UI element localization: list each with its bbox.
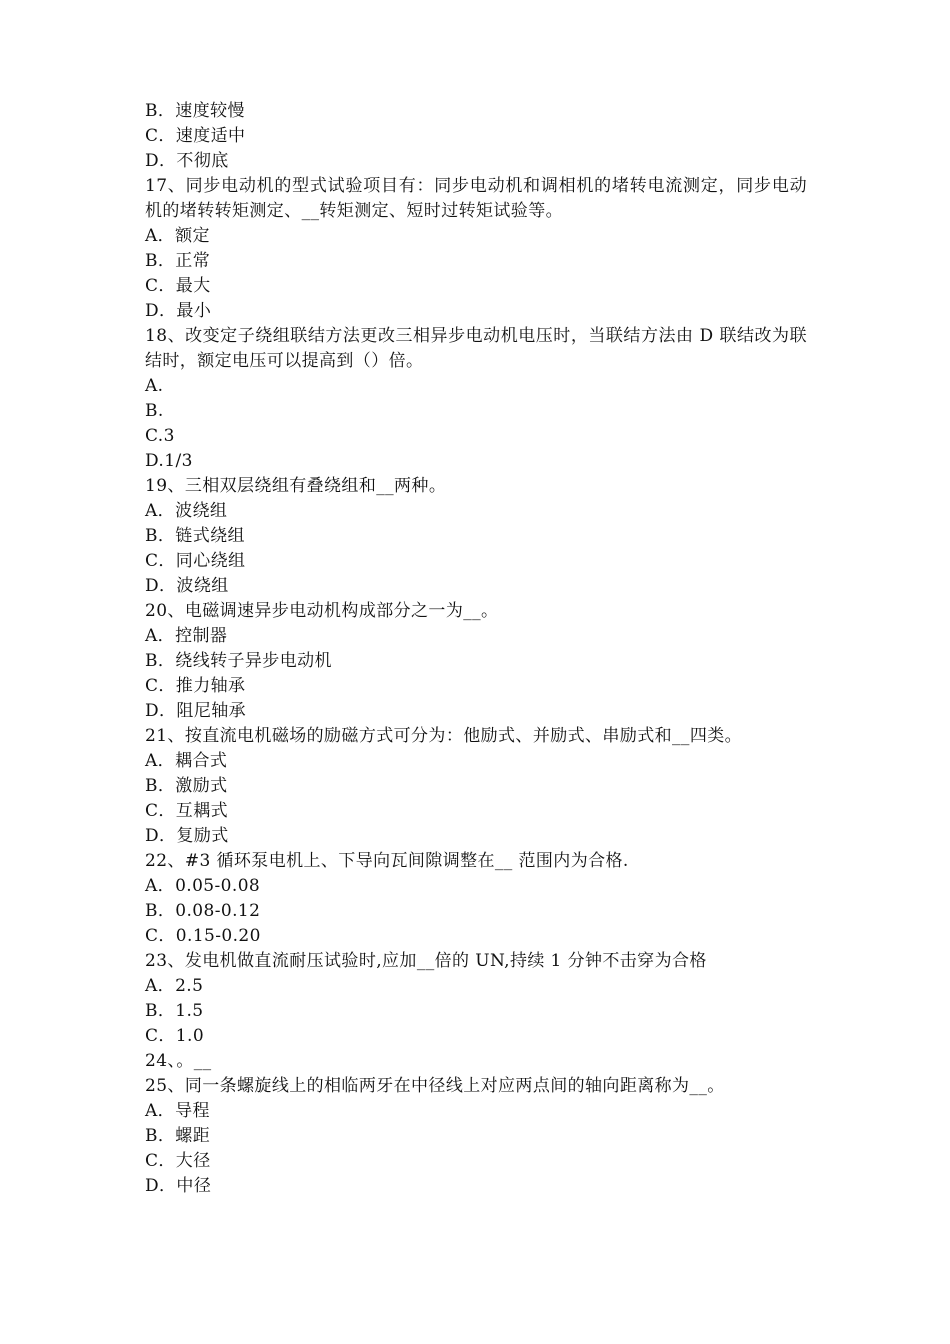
option-c: C．最大 bbox=[145, 276, 211, 296]
question-23 bbox=[145, 949, 807, 1049]
option-c: C.3 bbox=[145, 426, 175, 446]
option-a: A．2.5 bbox=[145, 976, 204, 996]
option-a: A．控制器 bbox=[145, 626, 228, 646]
question-18 bbox=[145, 324, 807, 474]
option-a: A．额定 bbox=[145, 226, 210, 246]
question-25 bbox=[145, 1074, 807, 1199]
option-d: D．中径 bbox=[145, 1176, 212, 1196]
option-d: D．复励式 bbox=[145, 826, 229, 846]
option-d: D.1/3 bbox=[145, 451, 193, 471]
option-d: D．波绕组 bbox=[145, 576, 229, 596]
option-a: A．0.05-0.08 bbox=[145, 876, 261, 896]
option-a: A．波绕组 bbox=[145, 501, 228, 521]
option-b: B．螺距 bbox=[145, 1126, 211, 1146]
question-stem: 20、电磁调速异步电动机构成部分之一为__。 bbox=[145, 601, 499, 621]
document-page bbox=[145, 99, 807, 1199]
question-20 bbox=[145, 599, 807, 724]
option-a: A. bbox=[145, 376, 164, 396]
option-b: B．正常 bbox=[145, 251, 211, 271]
question-16-tail bbox=[145, 99, 807, 174]
option-b: B. bbox=[145, 401, 164, 421]
option-d: D．最小 bbox=[145, 301, 212, 321]
question-24 bbox=[145, 1049, 807, 1074]
option-b: B．绕线转子异步电动机 bbox=[145, 651, 332, 671]
option-a: A．耦合式 bbox=[145, 751, 228, 771]
question-stem: 18、改变定子绕组联结方法更改三相异步电动机电压时，当联结方法由 D 联结改为联结时，额定电压可以提高到（）倍。 bbox=[145, 326, 807, 371]
option-b: B．链式绕组 bbox=[145, 526, 245, 546]
option-d: D．不彻底 bbox=[145, 151, 229, 171]
question-stem: 21、按直流电机磁场的励磁方式可分为：他励式、并励式、串励式和__四类。 bbox=[145, 726, 743, 746]
question-stem: 25、同一条螺旋线上的相临两牙在中径线上对应两点间的轴向距离称为__。 bbox=[145, 1076, 725, 1096]
option-c: C．0.15-0.20 bbox=[145, 926, 261, 946]
question-stem: 23、发电机做直流耐压试验时,应加__倍的 UN,持续 1 分钟不击穿为合格 bbox=[145, 951, 707, 971]
option-b: B．激励式 bbox=[145, 776, 228, 796]
option-b: B．速度较慢 bbox=[145, 101, 245, 121]
option-c: C．同心绕组 bbox=[145, 551, 246, 571]
option-a: A．导程 bbox=[145, 1101, 210, 1121]
option-c: C．速度适中 bbox=[145, 126, 246, 146]
question-stem: 17、同步电动机的型式试验项目有：同步电动机和调相机的堵转电流测定，同步电动机的堵转转矩测定、__转矩测定、短时过转矩试验等。 bbox=[145, 176, 807, 221]
question-17 bbox=[145, 174, 807, 324]
option-c: C．推力轴承 bbox=[145, 676, 246, 696]
question-stem: 22、#3 循环泵电机上、下导向瓦间隙调整在__ 范围内为合格. bbox=[145, 851, 629, 871]
option-d: D．阻尼轴承 bbox=[145, 701, 247, 721]
option-b: B．1.5 bbox=[145, 1001, 204, 1021]
option-c: C．互耦式 bbox=[145, 801, 229, 821]
option-c: C．大径 bbox=[145, 1151, 211, 1171]
question-21 bbox=[145, 724, 807, 849]
option-c: C．1.0 bbox=[145, 1026, 205, 1046]
question-19 bbox=[145, 474, 807, 599]
option-b: B．0.08-0.12 bbox=[145, 901, 261, 921]
question-stem: 24、。__ bbox=[145, 1051, 212, 1071]
question-stem: 19、三相双层绕组有叠绕组和__两种。 bbox=[145, 476, 447, 496]
question-22 bbox=[145, 849, 807, 949]
